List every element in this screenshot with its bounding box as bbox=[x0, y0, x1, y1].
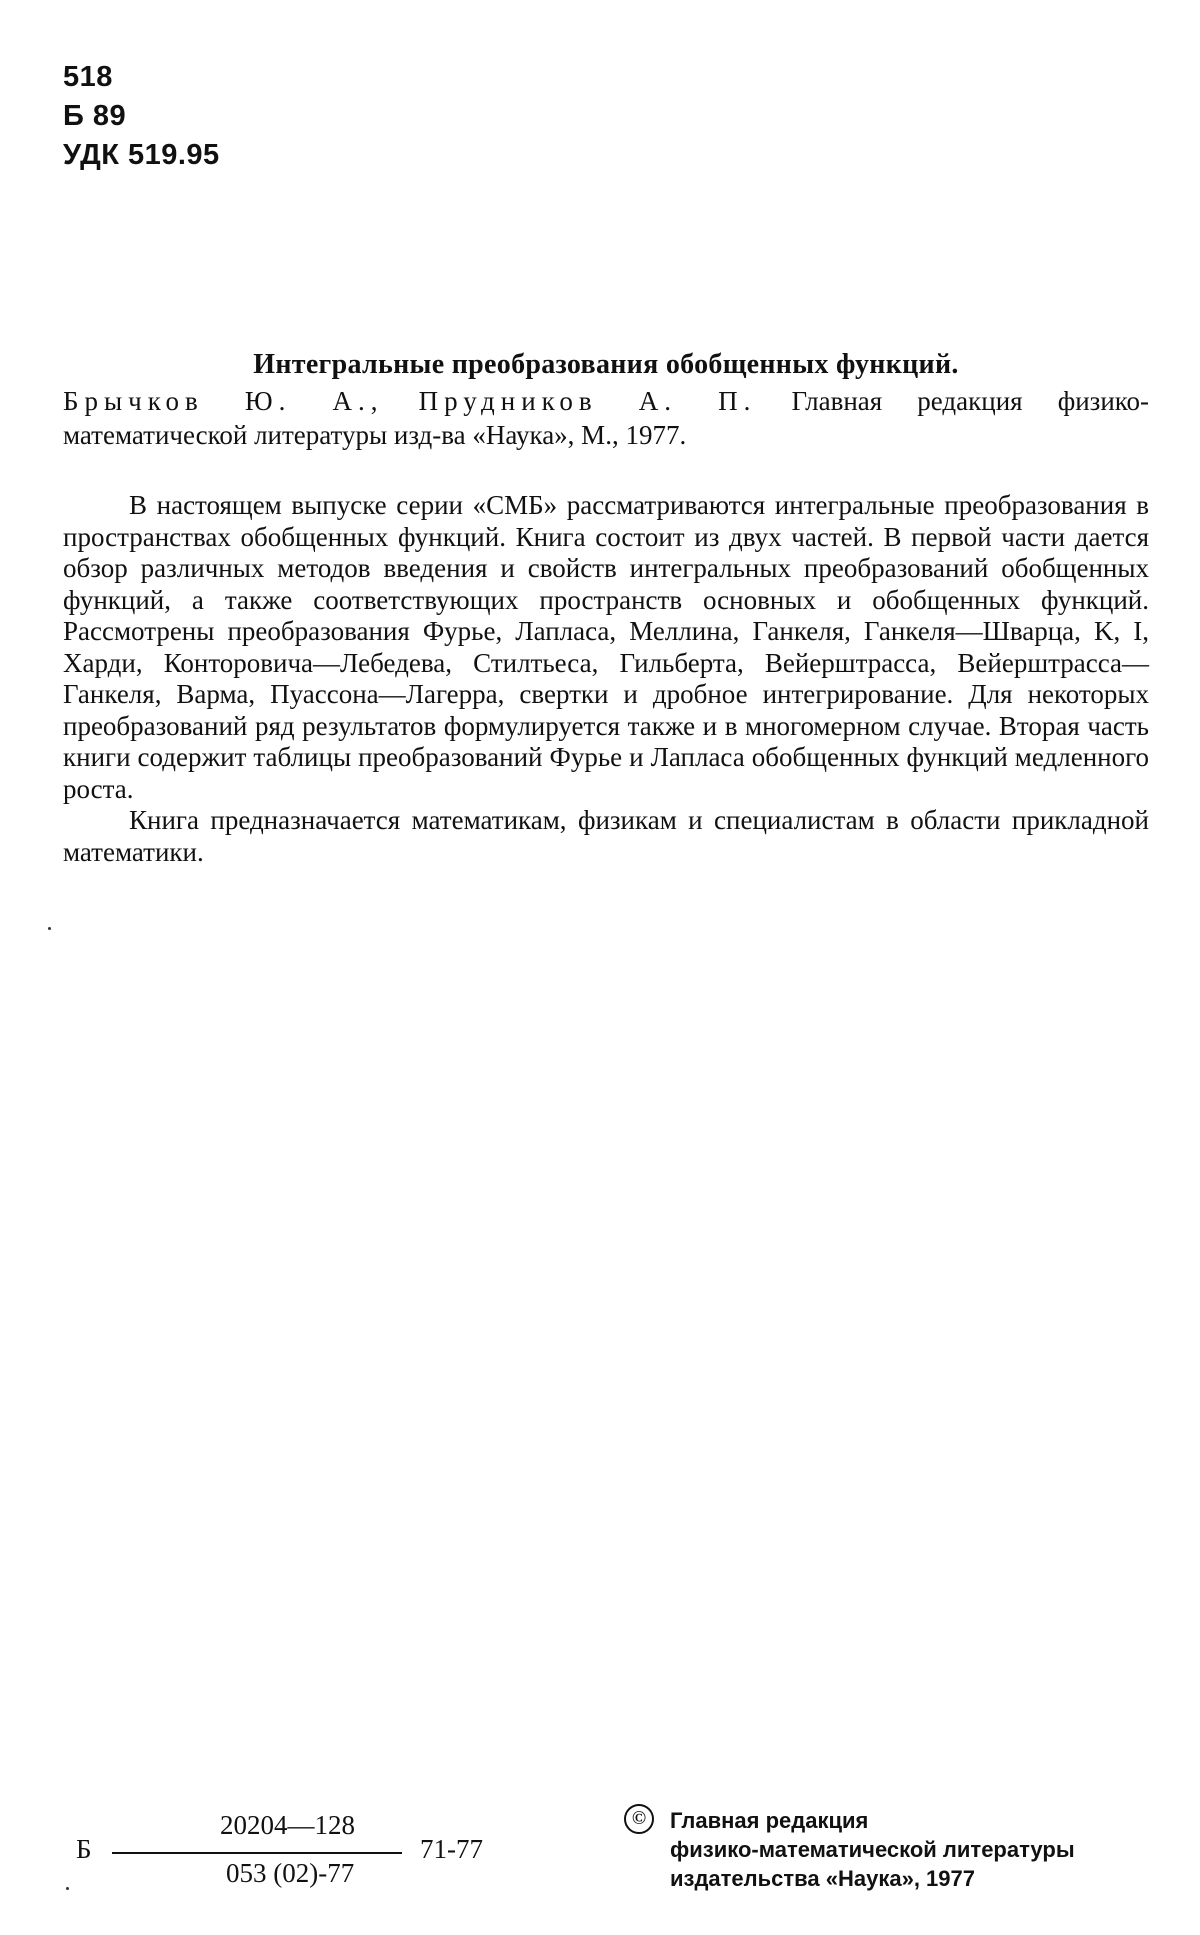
copyright-lines bbox=[670, 1806, 1075, 1893]
book-title: Интегральные преобразования обобщенных функций. bbox=[253, 349, 959, 380]
publisher-part-1: Главная редакция физико- bbox=[791, 386, 1150, 416]
abstract bbox=[63, 490, 1149, 868]
copyright-line-2: физико-математической литературы bbox=[670, 1837, 1075, 1862]
copyright-line-3: издательства «Наука», 1977 bbox=[670, 1866, 976, 1891]
author-1: Брычков Ю. А., bbox=[63, 386, 384, 416]
index-denominator: 053 (02)-77 bbox=[226, 1858, 355, 1888]
udk-code: УДК 519.95 bbox=[63, 139, 220, 171]
bbk-code: 518 bbox=[63, 61, 113, 93]
index-letter: Б bbox=[76, 1834, 92, 1864]
bibliographic-line-1 bbox=[63, 384, 1149, 418]
fraction-bar bbox=[112, 1852, 402, 1854]
scan-speck bbox=[66, 1887, 69, 1890]
classification-block bbox=[63, 58, 220, 175]
copyright-line-1: Главная редакция bbox=[670, 1808, 869, 1833]
publication-index bbox=[76, 1810, 483, 1890]
index-suffix: 71-77 bbox=[420, 1834, 483, 1864]
index-numerator: 20204—128 bbox=[220, 1810, 355, 1840]
bibliographic-entry bbox=[63, 348, 1149, 452]
abstract-paragraph-2: Книга предназначается математикам, физикам и специалистам в области прикладной математики. bbox=[63, 805, 1149, 867]
scan-speck bbox=[48, 927, 51, 930]
abstract-paragraph-1: В настоящем выпуске серии «СМБ» рассматриваются интегральные преобразования в пространствах обобщенных функций. Книга состоит из двух частей. В первой части дается обзор различных методов введения и свойств интегральных преобразований обобщенных функций, а также соответствующих пространств основных и обобщенных функций. Рассмотрены преобразования Фурье, Лапласа, Меллина, Ганкеля, Ганкеля—Шварца, K, I, Харди, Конторовича—Лебедева, Стилтьеса, Гильберта, Вейерштрасса, Вейерштрасса—Ганкеля, Варма, Пуассона—Лагерра, свертки и дробное интегрирование. Для некоторых преобразований ряд результатов формулируется также и в многомерном случае. Вторая часть книги содержит таблицы преобразований Фурье и Лапласа обобщенных функций медленного роста. bbox=[63, 490, 1149, 804]
author-2: Прудников А. П. bbox=[418, 386, 757, 416]
copyright-icon: © bbox=[624, 1804, 654, 1834]
author-mark: Б 89 bbox=[63, 100, 127, 132]
bibliographic-line-2: математической литературы изд-ва «Наука», М., 1977. bbox=[63, 420, 687, 450]
